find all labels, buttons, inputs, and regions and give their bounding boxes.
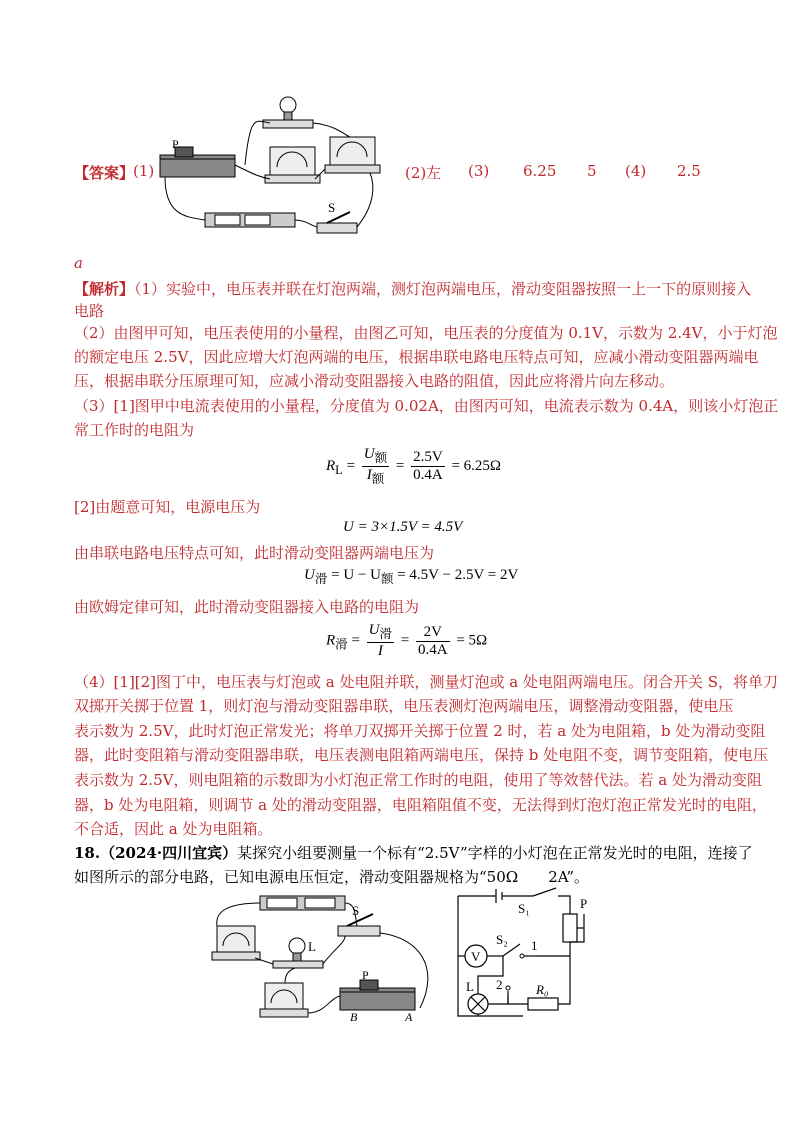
analysis-part4-line-7: 不合适，因此 a 处为电阻箱。 (74, 820, 273, 838)
f4-den: I (377, 643, 383, 659)
schematic-r0: R₀ (536, 982, 549, 997)
f3-rest: = 4.5V − 2.5V = 2V (397, 567, 519, 583)
question-18-line-1 (74, 843, 753, 863)
analysis-part4-line-6: 器，b 处为电阻箱，则调节 a 处的滑动变阻器，电阻箱阻值不变，无法得到灯泡灯泡正常发光时的电阻， (74, 796, 767, 814)
question-source: （2024·四川宜宾） (100, 844, 238, 862)
schematic-2: 2 (496, 977, 503, 992)
f1-lhs-sub: L (335, 462, 343, 477)
q-rheostat-a: A (405, 1010, 413, 1024)
analysis-part4-line-5: 表示数为 2.5V，则电阻箱的示数即为小灯泡正常工作时的电阻，使用了等效替代法。若 a 处为滑动变阻 (74, 771, 762, 789)
analysis-part4-line-3: 表示数为 2.5V，此时灯泡正常发光；将单刀双掷开关掷于位置 2 时，若 a 处为电阻箱，b 处为滑动变阻 (74, 722, 766, 740)
answer-item-3b: 5 (587, 162, 597, 180)
question-number: 18. (74, 844, 101, 862)
analysis-part4-line-4: 器，此时变阻箱与滑动变阻器串联，电压表测电阻箱两端电压，保持 b 处电阻不变，调节变阻箱，使电压 (74, 746, 769, 764)
analysis-line-7: 常工作时的电阻为 (74, 421, 195, 439)
q-switch-label: S (352, 903, 360, 918)
f4-lhs-sub: 滑 (335, 637, 348, 652)
q-rheostat-p: P (362, 968, 369, 982)
analysis-label: 【解析】 (74, 280, 135, 298)
analysis-part4-line-1: （4）[1][2]图丁中，电压表与灯泡或 a 处电阻并联，测量灯泡或 a 处电阻两端电压。闭合开关 S，将单刀 (74, 673, 779, 691)
f1-num-val: 2.5V (413, 449, 443, 465)
analysis-line-5: 压，根据串联分压原理可知，应减小滑动变阻器接入电路的阻值，因此应将滑片向左移动。 (74, 372, 675, 390)
f4-lhs: R (326, 632, 336, 649)
question-text-1: 某探究小组要测量一个标有“2.5V”字样的小灯泡在正常发光时的电阻，连接了 (237, 844, 753, 862)
f4-den-val: 0.4A (417, 641, 448, 658)
analysis-source-line: [2]由题意可知，电源电压为 (74, 498, 261, 516)
f4-result: 5Ω (468, 632, 488, 649)
question-18-line-2: 如图所示的部分电路，已知电源电压恒定，滑动变阻器规格为“50Ω 2A”。 (74, 868, 590, 886)
analysis-ohm-line: 由欧姆定律可知，此时滑动变阻器接入电路的电阻为 (74, 598, 420, 616)
f3-lhs: U (304, 567, 315, 583)
formula-source-voltage: U = 3×1.5V = 4.5V (343, 519, 463, 535)
f1-num: U (363, 446, 375, 462)
f1-den-sub: 额 (371, 472, 385, 486)
f4-num-sub: 滑 (379, 627, 393, 641)
f1-lhs: R (326, 457, 336, 474)
f1-result: 6.25Ω (463, 457, 502, 474)
answer-label: 【答案】 (74, 164, 135, 182)
q-rheostat-b: B (350, 1010, 358, 1024)
f4-num: U (368, 622, 380, 638)
schematic-1: 1 (531, 938, 538, 953)
formula-rheostat-voltage (304, 567, 518, 587)
formula-resistance-lamp: $R_L$ = $\frac{U_额}{I_额}$ = $\frac{2.5V}{0.4A}$ = 6.25Ω (326, 446, 502, 486)
schematic-s2: S₂ (496, 932, 508, 947)
analysis-line-3: （2）由图甲可知，电压表使用的小量程，由图乙可知，电压表的分度值为 0.1V，示数为 2.4V，小于灯泡 (74, 324, 778, 342)
analysis-line-6: （3）[1]图甲中电流表使用的小量程，分度值为 0.02A，由图丙可知，电流表示数为 0.4A，则该小灯泡正 (74, 397, 779, 415)
answer-item-2: (2)左 (405, 164, 442, 182)
f3-mid-sub: 额 (380, 572, 394, 586)
f3-mid: = U − U (331, 567, 381, 583)
analysis-line-2: 电路 (74, 302, 105, 320)
question-physical-figure (205, 888, 450, 1026)
q-bulb-label: L (308, 939, 316, 954)
answer-part1: (1) (133, 162, 155, 180)
f1-den: I (366, 467, 372, 483)
bulb-icon (289, 938, 305, 954)
rheostat-label-p: P (172, 137, 179, 151)
answer-item-4a: 2.5 (677, 162, 701, 180)
analysis-line-4: 的额定电压 2.5V，因此应增大灯泡两端的电压，根据串联电路电压特点可知，应减小滑动变阻器两端电 (74, 348, 759, 366)
schematic-s1: S₁ (518, 901, 530, 916)
switch-label-s: S (328, 200, 336, 215)
analysis-text-1: （1）实验中，电压表并联在灯泡两端，测灯泡两端电压，滑动变阻器按照一上一下的原则接入 (134, 280, 752, 298)
analysis-part4-line-2: 双掷开关掷于位置 1，则灯泡与滑动变阻器串联，电压表测灯泡两端电压，调整滑动变阻器，使电压 (74, 697, 734, 715)
bulb-icon (280, 97, 296, 113)
schematic-l: L (466, 979, 474, 994)
schematic-v: V (471, 949, 481, 964)
f3-lhs-sub: 滑 (314, 572, 328, 586)
schematic-p: P (580, 896, 588, 911)
answer-item-3a: 6.25 (523, 162, 557, 180)
answer-item-4: (4) (625, 162, 647, 180)
question-schematic-figure (448, 886, 598, 1026)
answer-item-3: (3) (468, 162, 490, 180)
formula-rheostat-resistance: $R_滑$ = $\frac{U_滑}{I}$ = $\frac{2V}{0.4A}$ = 5Ω (326, 622, 488, 659)
f4-num-val: 2V (416, 624, 450, 642)
answer-circuit-figure (145, 95, 385, 245)
f1-den-val: 0.4A (413, 467, 443, 483)
analysis-line-1 (74, 279, 751, 299)
f1-num-sub: 额 (374, 451, 388, 465)
analysis-series-line: 由串联电路电压特点可知，此时滑动变阻器两端电压为 (74, 544, 435, 562)
answer-tail: a (74, 254, 83, 272)
